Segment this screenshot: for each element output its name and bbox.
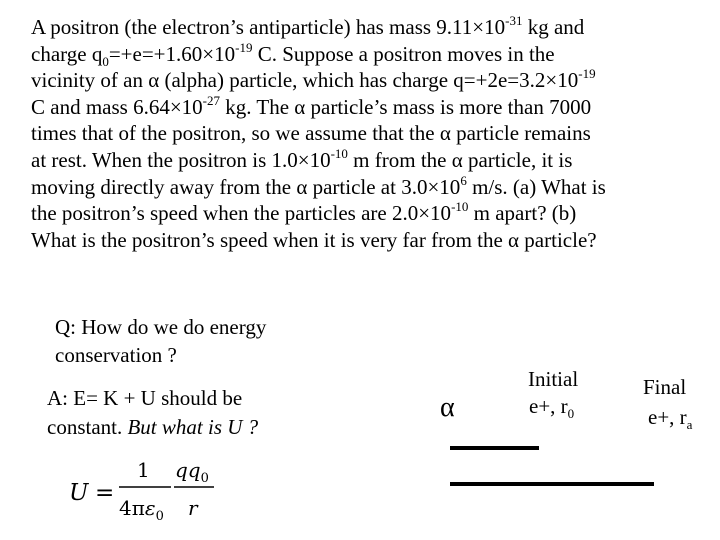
- formula-num2: [175, 458, 209, 486]
- answer-text: [47, 384, 258, 442]
- final-particle: [648, 402, 692, 432]
- initial-distance-bar: [450, 446, 539, 450]
- text: m from the α particle, it is: [347, 147, 573, 172]
- text: 4π: [119, 496, 145, 520]
- question-text: [55, 313, 266, 369]
- question-line-2: conservation ?: [55, 343, 177, 367]
- text: C and mass 6.64×10: [31, 94, 203, 119]
- problem-line-6: [31, 147, 711, 174]
- text: kg. The α particle’s mass is more than 7000: [220, 94, 592, 119]
- text: m/s. (a) What is: [466, 174, 606, 199]
- text: e+, r: [529, 394, 568, 418]
- final-state-label: [643, 372, 692, 432]
- final-distance-bar: [450, 482, 654, 486]
- problem-line-8: [31, 200, 711, 227]
- exponent: -19: [578, 66, 596, 82]
- question-line-1: Q: How do we do energy: [55, 315, 267, 339]
- problem-line-3: [31, 67, 711, 94]
- text: vicinity of an α (alpha) particle, which has charge q=+2e=3.2×10: [31, 68, 579, 93]
- subscript: 0: [102, 53, 109, 69]
- formula-num1: 1: [137, 458, 150, 482]
- text: at rest. When the positron is 1.0×10: [31, 147, 331, 172]
- text: m apart? (b): [468, 201, 577, 226]
- exponent: -10: [330, 145, 348, 161]
- problem-line-9: What is the positron’s speed when it is very far from the α particle?: [31, 227, 597, 252]
- problem-line-5: times that of the positron, so we assume that the α particle remains: [31, 121, 591, 146]
- problem-line-7: [31, 174, 711, 201]
- final-title: Final: [643, 375, 687, 399]
- subscript: 0: [567, 406, 575, 421]
- potential-energy-formula: [66, 455, 226, 531]
- text: the positron’s speed when the particles are 2.0×10: [31, 201, 452, 226]
- subscript: a: [686, 417, 693, 432]
- text: C. Suppose a positron moves in the: [252, 41, 555, 66]
- formula-lhs: U: [69, 480, 89, 506]
- text: qq: [175, 458, 201, 482]
- answer-line-2: [47, 413, 258, 442]
- problem-line-4: [31, 94, 711, 121]
- text: kg and: [522, 15, 585, 39]
- exponent: -19: [235, 39, 253, 55]
- alpha-particle-label: α: [440, 392, 455, 423]
- exponent: 6: [460, 172, 467, 188]
- initial-state-label: [528, 366, 578, 420]
- problem-line-1: [31, 14, 711, 41]
- exponent: -27: [202, 92, 221, 108]
- initial-title: Initial: [528, 367, 579, 391]
- text: charge q: [31, 41, 103, 66]
- subscript: 0: [155, 509, 164, 524]
- exponent: -31: [505, 13, 523, 28]
- formula-den2: r: [188, 496, 198, 520]
- exponent: -10: [451, 199, 469, 215]
- text: A positron (the electron’s antiparticle) has mass 9.11×10: [31, 15, 506, 39]
- text: moving directly away from the α particle at 3.0×10: [31, 174, 461, 199]
- formula-den1: [119, 496, 164, 524]
- formula-equals: =: [95, 480, 115, 506]
- initial-particle: [529, 393, 578, 420]
- answer-line-1: A: E= K + U should be: [47, 386, 243, 410]
- problem-line-2: [31, 41, 711, 68]
- text: constant.: [47, 415, 128, 439]
- text: =+e=+1.60×10: [108, 41, 236, 66]
- emphasis-text: But what is U ?: [127, 415, 259, 439]
- subscript: 0: [200, 471, 209, 486]
- text: e+, r: [648, 405, 687, 429]
- problem-statement: [31, 14, 711, 253]
- epsilon: ε: [144, 496, 156, 520]
